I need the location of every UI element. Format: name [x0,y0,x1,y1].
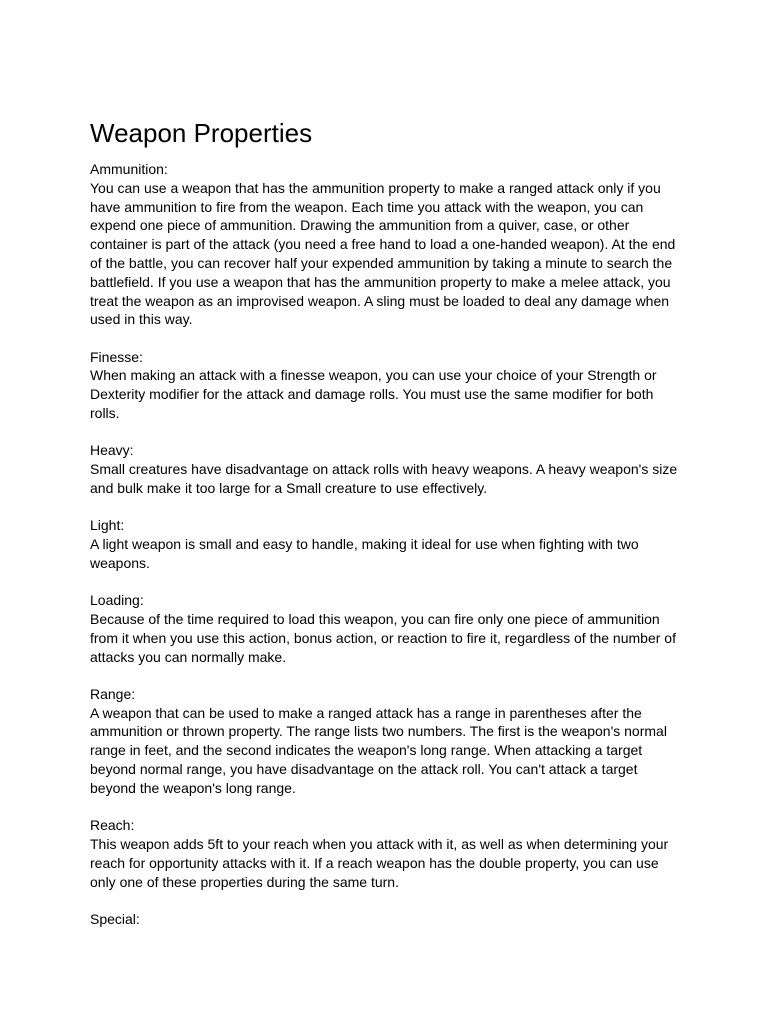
section-body: A weapon that can be used to make a ranged attack has a range in parentheses after the ammunition or thrown property. The range lists two numbers. The first is the weapon's normal range in feet, and the second indicates the weapon's long range. When attacking a target beyond normal range, you have disadvantage on the attack roll. You can't attack a target beyond the weapon's long range. [90,704,667,796]
section-label: Reach: [90,817,135,834]
section-label: Heavy: [90,442,134,459]
page-title: Weapon Properties [90,118,313,148]
section-reach [90,816,678,891]
section-ammunition [90,160,678,329]
section-body: Small creatures have disadvantage on attack rolls with heavy weapons. A heavy weapon's size and bulk make it too large for a Small creature to use effectively. [90,461,678,496]
section-heavy [90,441,678,497]
section-finesse [90,348,678,423]
section-body: When making an attack with a finesse weapon, you can use your choice of your Strength or Dexterity modifier for the attack and damage rolls. You must use the same modifier for both rolls. [90,367,657,422]
section-body: This weapon adds 5ft to your reach when you attack with it, as well as when determining your reach for opportunity attacks with it. If a reach weapon has the double property, you can use only one of these properties during the same turn. [90,835,669,890]
section-light [90,516,678,572]
section-label: Finesse: [90,348,143,365]
section-label: Range: [90,685,136,702]
section-body: A light weapon is small and easy to handle, making it ideal for use when fighting with two weapons. [90,536,639,571]
section-label: Ammunition: [90,161,168,177]
section-range [90,685,678,798]
section-body: Because of the time required to load this weapon, you can fire only one piece of ammunition from it when you use this action, bonus action, or reaction to fire it, regardless of the number of attacks you can normally make. [90,610,676,665]
section-loading [90,591,678,666]
section-special [90,910,678,929]
section-body: You can use a weapon that has the ammunition property to make a ranged attack only if you have ammunition to fire from the weapon. Each time you attack with the weapon, you can expend one piece of ammunition. Drawing the ammunition from a quiver, case, or other container is part of the attack (you need a free hand to load a one-handed weapon). At the end of the battle, you can recover half your expended ammunition by taking a minute to search the battlefield. If you use a weapon that has the ammunition property to make a melee attack, you treat the weapon as an improvised weapon. A sling must be loaded to deal any damage when used in this way. [90,179,676,328]
section-label: Light: [90,517,125,534]
section-label: Special: [90,910,140,927]
section-label: Loading: [90,592,144,609]
